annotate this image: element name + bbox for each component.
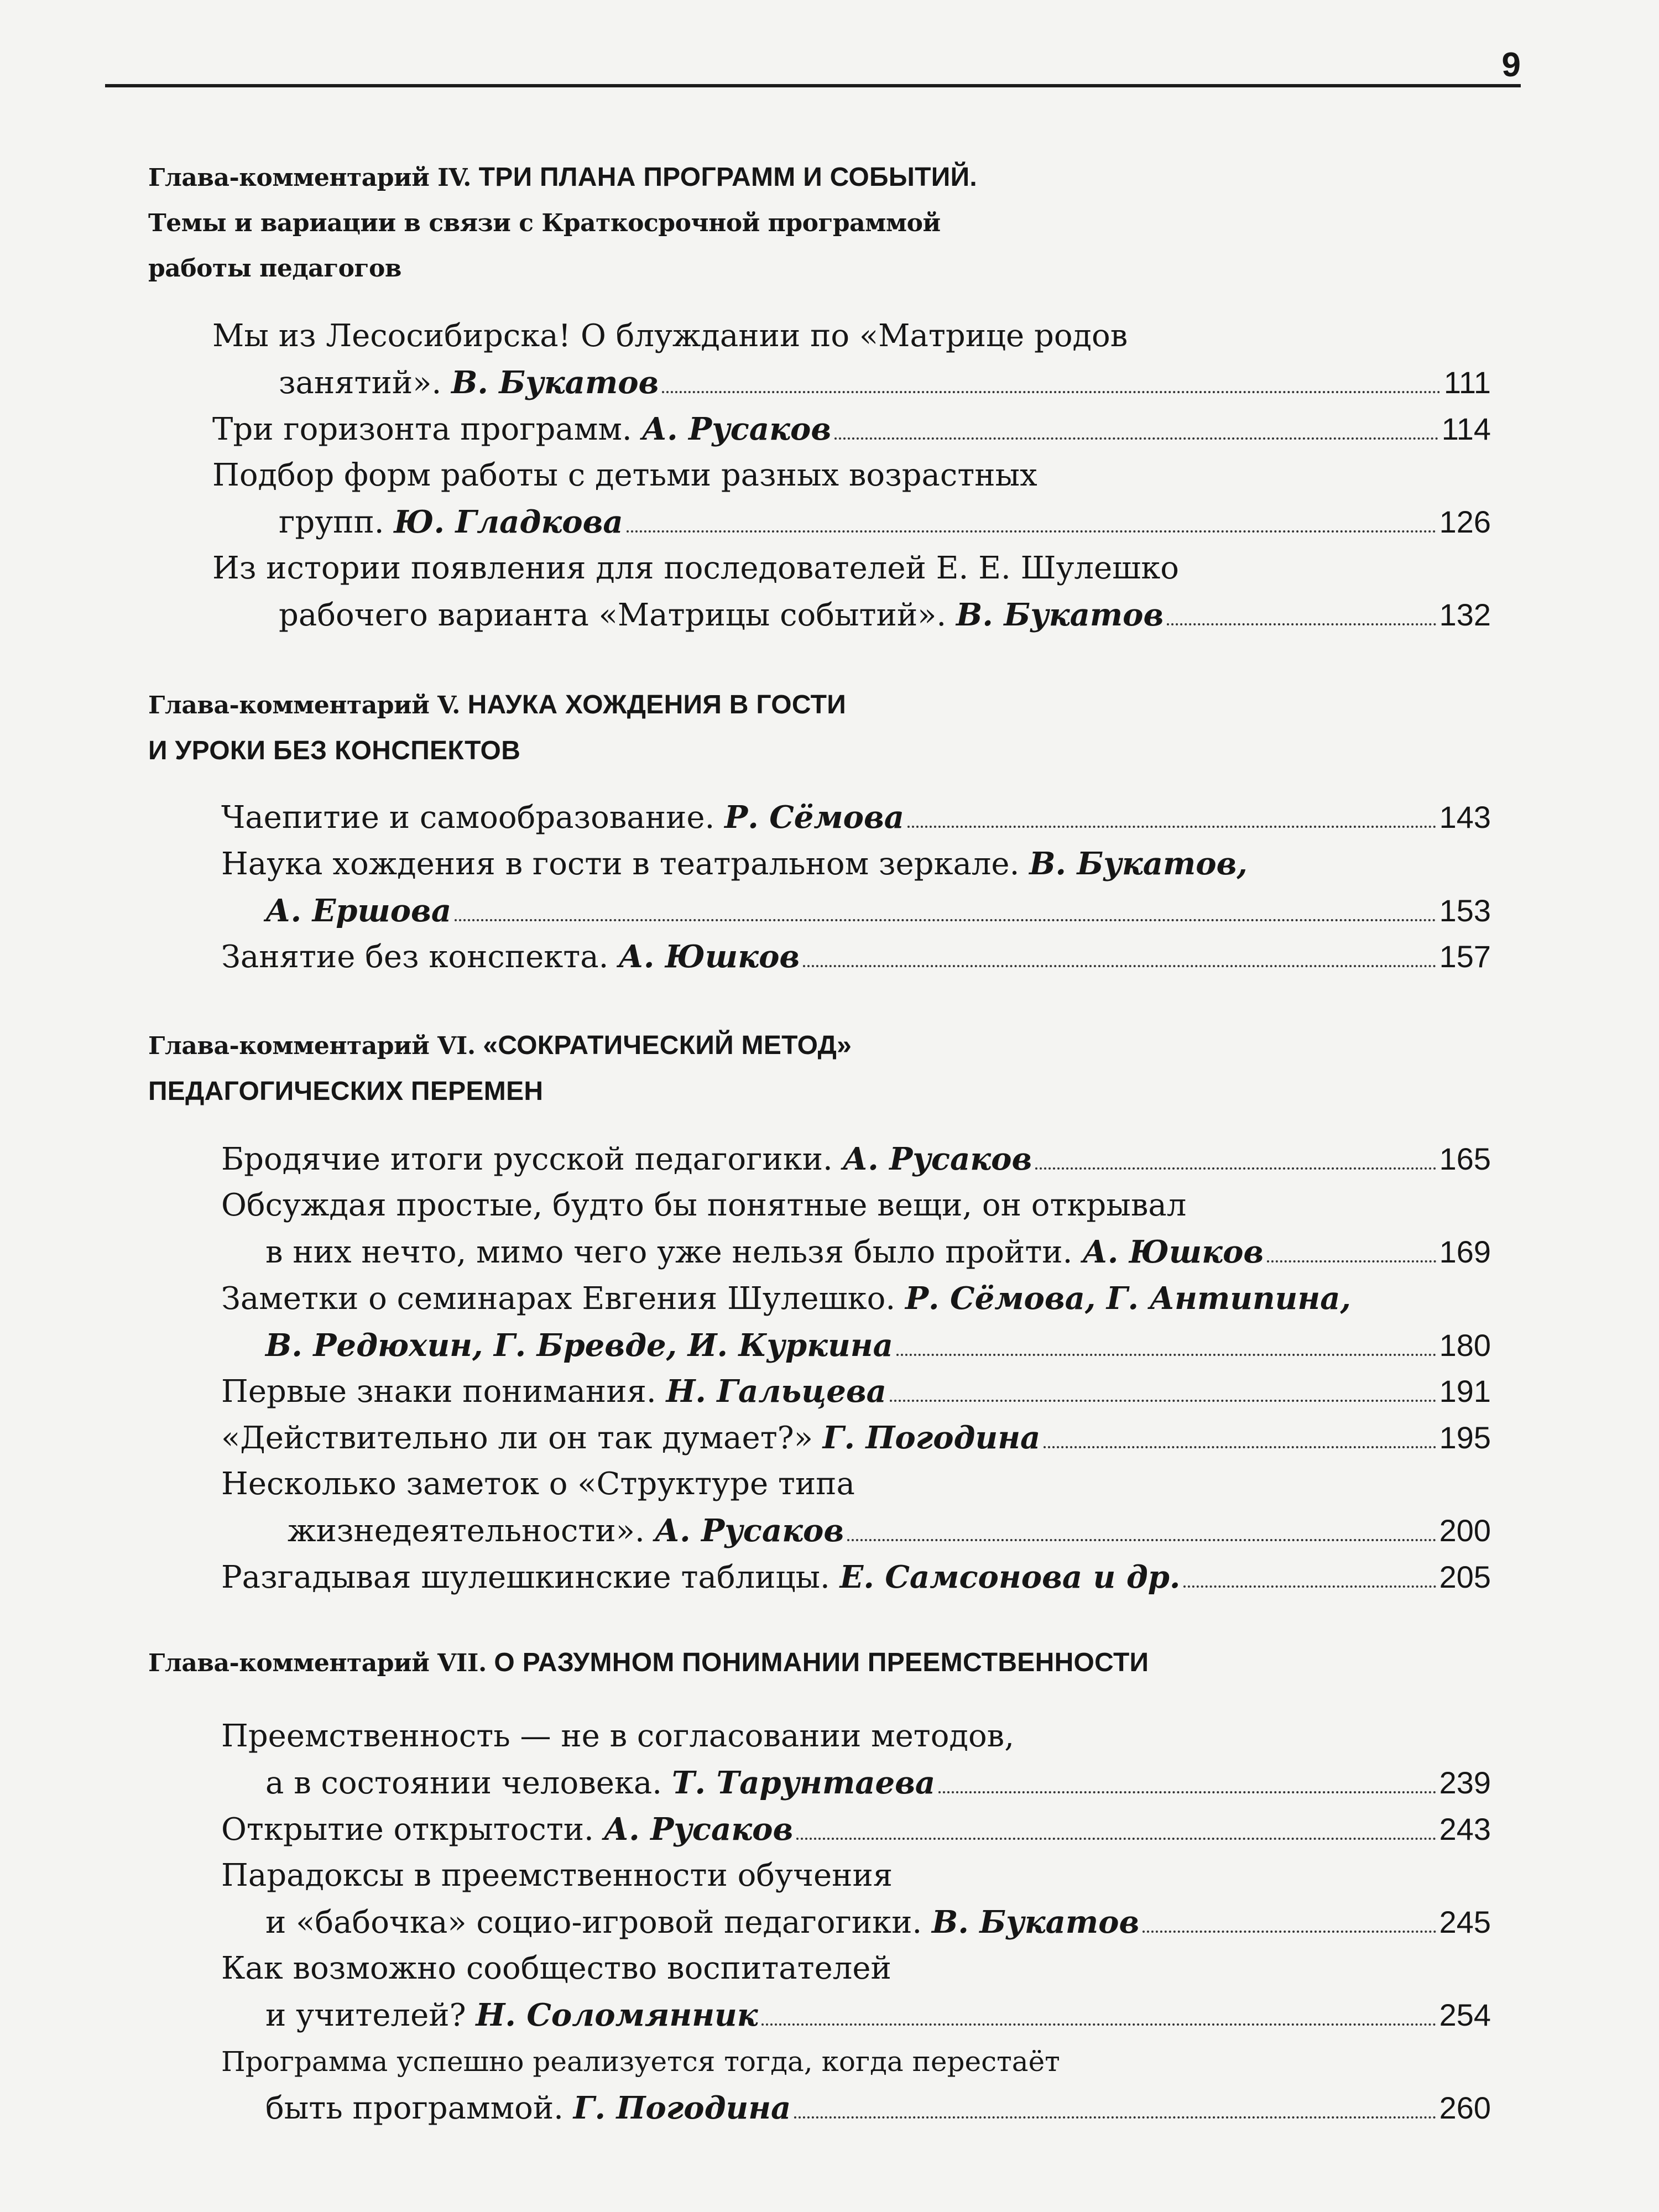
dot-leader	[1167, 623, 1436, 625]
chapter-heading-vi	[148, 1023, 852, 1114]
chapter-subtitle: работы педагогов	[148, 254, 401, 283]
toc-entry[interactable]	[221, 1275, 1491, 1369]
entry-line: групп. Ю. Гладкова 126	[212, 499, 1491, 546]
entry-page: 205	[1439, 1559, 1491, 1594]
chapter-heading-v	[148, 682, 846, 774]
entry-line: занятий». В. Букатов 111	[212, 359, 1491, 406]
toc-entry[interactable]	[221, 1806, 1491, 1853]
entry-line: Разгадывая шулешкинские таблицы. Е. Самсонова и др. 205	[221, 1554, 1491, 1601]
entry-author: А. Ершова	[265, 893, 452, 929]
chapter-title: «СОКРАТИЧЕСКИЙ МЕТОД»	[483, 1031, 852, 1060]
entry-page: 132	[1439, 597, 1491, 632]
dot-leader	[834, 437, 1438, 440]
entry-page: 165	[1439, 1141, 1491, 1176]
toc-entry[interactable]	[212, 313, 1491, 406]
entry-page: 243	[1439, 1812, 1491, 1846]
entry-author: А. Русаков	[842, 1141, 1032, 1177]
entry-author: А. Русаков	[654, 1512, 844, 1549]
entry-author: А. Русаков	[603, 1811, 794, 1848]
entry-author: Н. Соломянник	[476, 1997, 758, 2033]
entry-author: Ю. Гладкова	[394, 504, 623, 540]
entry-page: 254	[1439, 1997, 1491, 2032]
entry-page: 111	[1443, 365, 1491, 400]
entry-line: рабочего варианта «Матрицы событий». В. Букатов 132	[212, 592, 1491, 639]
chapter-title: ПЕДАГОГИЧЕСКИХ ПЕРЕМЕН	[148, 1077, 544, 1106]
chapter-subtitle: Темы и вариации в связи с Краткосрочной программой	[148, 209, 941, 237]
entry-line: Программа успешно реализуется тогда, когда перестаёт	[221, 2046, 1060, 2078]
entry-page: 239	[1439, 1765, 1491, 1800]
entry-page: 114	[1441, 411, 1491, 446]
chapter-prefix: Глава-комментарий VII.	[148, 1649, 487, 1677]
dot-leader	[890, 1400, 1436, 1402]
entry-author: А. Юшков	[1082, 1234, 1264, 1270]
toc-entry[interactable]	[221, 1554, 1491, 1601]
dot-leader	[1267, 1260, 1436, 1262]
entry-line	[221, 888, 1491, 934]
dot-leader	[662, 391, 1441, 393]
entry-line: Заметки о семинарах Евгения Шулешко. Р. Сёмова, Г. Антипина,	[221, 1275, 1491, 1322]
entry-author: В. Редюхин, Г. Бревде, И. Куркина	[265, 1327, 893, 1364]
entry-line	[221, 1322, 1491, 1369]
entry-line: Преемственность — не в согласовании методов,	[221, 1718, 1014, 1754]
toc-entry[interactable]	[221, 1415, 1491, 1462]
entry-page: 126	[1439, 504, 1491, 539]
chapter-prefix: Глава-комментарий VI.	[148, 1032, 476, 1060]
dot-leader	[796, 1838, 1436, 1840]
chapter-title: НАУКА ХОЖДЕНИЯ В ГОСТИ	[467, 690, 847, 719]
entry-line: Подбор форм работы с детьми разных возрастных	[212, 457, 1037, 493]
entry-line: Из истории появления для последователей Е. Е. Шулешко	[212, 550, 1179, 586]
entry-line: жизнедеятельности». А. Русаков 200	[221, 1507, 1491, 1554]
dot-leader	[455, 919, 1436, 921]
entry-line: Наука хождения в гости в театральном зеркале. В. Букатов,	[221, 841, 1491, 888]
entry-author: Г. Погодина	[573, 2090, 791, 2126]
entry-author: Г. Погодина	[822, 1420, 1041, 1456]
toc-entry[interactable]	[221, 1368, 1491, 1415]
dot-leader	[627, 530, 1436, 533]
chapter-title: О РАЗУМНОМ ПОНИМАНИИ ПРЕЕМСТВЕННОСТИ	[494, 1648, 1149, 1677]
entry-page: 200	[1439, 1513, 1491, 1548]
dot-leader	[896, 1354, 1436, 1356]
entry-page: 153	[1439, 893, 1491, 928]
entry-line: Обсуждая простые, будто бы понятные вещи, он открывал	[221, 1187, 1187, 1223]
entry-author: Т. Тарунтаева	[671, 1765, 936, 1801]
entry-line: Парадоксы в преемственности обучения	[221, 1858, 893, 1893]
dot-leader	[803, 965, 1436, 967]
entry-line: Первые знаки понимания. Н. Гальцева 191	[221, 1368, 1491, 1415]
toc-entry[interactable]	[221, 841, 1491, 934]
entry-page: 157	[1439, 939, 1491, 974]
entry-author: А. Юшков	[618, 938, 800, 975]
entry-line: Несколько заметок о «Структуре типа	[221, 1466, 855, 1502]
dot-leader	[938, 1791, 1436, 1793]
toc-entry[interactable]	[221, 933, 1491, 980]
chapter-title: ТРИ ПЛАНА ПРОГРАММ И СОБЫТИЙ.	[478, 163, 978, 192]
entry-line: Занятие без конспекта. А. Юшков 157	[221, 933, 1491, 980]
toc-entry[interactable]	[221, 1945, 1491, 2039]
toc-entry[interactable]	[212, 452, 1491, 546]
dot-leader	[761, 2023, 1436, 2026]
chapter-title: И УРОКИ БЕЗ КОНСПЕКТОВ	[148, 736, 521, 765]
chapter-prefix: Глава-комментарий IV.	[148, 164, 471, 192]
entry-line: Три горизонта программ. А. Русаков 114	[212, 406, 1491, 453]
toc-entry[interactable]	[221, 1136, 1491, 1183]
entry-line: в них нечто, мимо чего уже нельзя было пройти. А. Юшков 169	[221, 1229, 1491, 1276]
dot-leader	[1035, 1167, 1436, 1170]
entry-author: В. Букатов	[956, 597, 1164, 633]
entry-line: и учителей? Н. Соломянник 254	[221, 1992, 1491, 2039]
chapter-heading-iv	[148, 155, 977, 291]
entry-page: 191	[1439, 1374, 1491, 1408]
dot-leader	[907, 826, 1436, 828]
entry-author: А. Русаков	[641, 411, 832, 447]
entry-line: и «бабочка» социо-игровой педагогики. В. Букатов 245	[221, 1899, 1491, 1946]
toc-entry[interactable]	[212, 545, 1491, 639]
dot-leader	[847, 1539, 1436, 1541]
entry-page: 245	[1439, 1905, 1491, 1939]
entry-line: Мы из Лесосибирска! О блуждании по «Матрице родов	[212, 318, 1128, 354]
dot-leader	[1142, 1931, 1436, 1933]
entry-author: В. Букатов	[451, 364, 659, 401]
page-number: 9	[1501, 46, 1521, 84]
entry-line: Открытие открытости. А. Русаков 243	[221, 1806, 1491, 1853]
entry-author: В. Букатов	[932, 1904, 1140, 1940]
header-rule	[105, 84, 1521, 87]
dot-leader	[1044, 1446, 1436, 1448]
entry-line: Бродячие итоги русской педагогики. А. Русаков 165	[221, 1136, 1491, 1183]
entry-line: «Действительно ли он так думает?» Г. Погодина 195	[221, 1415, 1491, 1462]
entry-line: а в состоянии человека. Т. Тарунтаева 239	[221, 1760, 1491, 1807]
entry-page: 195	[1439, 1420, 1491, 1455]
entry-author: Е. Самсонова и др.	[839, 1559, 1181, 1595]
dot-leader	[794, 2116, 1436, 2119]
entry-page: 169	[1439, 1234, 1491, 1269]
entry-page: 180	[1439, 1328, 1491, 1363]
entry-line: Чаепитие и самообразование. Р. Сёмова 143	[221, 794, 1491, 841]
entry-line: Как возможно сообщество воспитателей	[221, 1950, 891, 1986]
entry-page: 260	[1439, 2090, 1491, 2125]
toc-entry[interactable]	[221, 794, 1491, 841]
entry-page: 143	[1439, 800, 1491, 834]
toc-entry[interactable]	[212, 406, 1491, 453]
entry-author: В. Букатов,	[1029, 846, 1248, 882]
toc-entry[interactable]	[221, 2038, 1491, 2132]
entry-author: Р. Сёмова	[724, 799, 905, 836]
entry-line: быть программой. Г. Погодина 260	[221, 2085, 1491, 2132]
chapter-heading-vii	[148, 1640, 1149, 1686]
running-header	[105, 46, 1521, 87]
toc-entry[interactable]	[221, 1182, 1491, 1276]
dot-leader	[1183, 1585, 1436, 1588]
entry-author: Р. Сёмова, Г. Антипина,	[905, 1280, 1351, 1317]
chapter-prefix: Глава-комментарий V.	[148, 691, 460, 719]
toc-entry[interactable]	[221, 1461, 1491, 1554]
toc-entry[interactable]	[221, 1713, 1491, 1807]
toc-entry[interactable]	[221, 1853, 1491, 1946]
entry-author: Н. Гальцева	[666, 1373, 886, 1410]
